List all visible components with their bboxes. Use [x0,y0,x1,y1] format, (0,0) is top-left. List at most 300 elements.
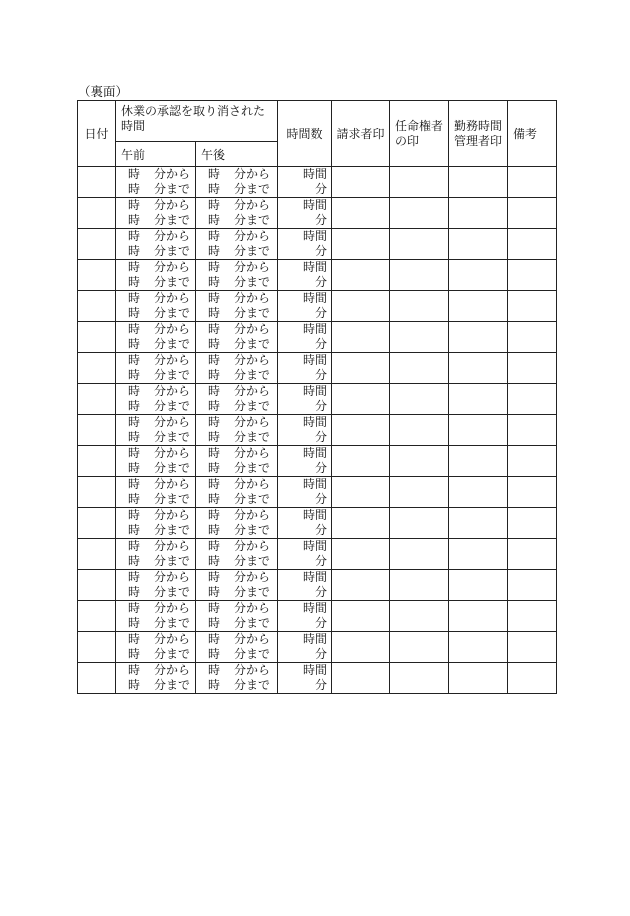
hours-unit-label: 時間 [303,353,328,367]
from-minute-label: 分から [234,508,271,522]
header-hours: 時間数 [278,101,332,167]
am-time-cell[interactable] [116,601,196,632]
remarks-cell[interactable] [508,229,557,260]
hour-unit-label: 時 [208,229,221,243]
appointer-seal-cell[interactable] [390,477,449,508]
am-time-cell[interactable] [116,198,196,229]
requester-seal-cell[interactable] [332,322,390,353]
table-row [78,353,557,384]
from-minute-label: 分から [154,353,191,367]
hours-cell[interactable] [278,167,332,198]
until-minute-label: 分まで [234,399,271,413]
until-minute-label: 分まで [234,461,271,475]
until-minute-label: 分まで [234,368,271,382]
table-row [78,663,557,694]
hours-unit-label: 時間 [303,570,328,584]
hour-unit-label: 時 [208,353,221,367]
hours-unit-label: 時間 [303,260,328,274]
requester-seal-cell[interactable] [332,446,390,477]
hour-unit-label: 時 [208,523,221,537]
hour-unit-label: 時 [208,399,221,413]
table-row [78,415,557,446]
hour-unit-label: 時 [208,678,221,692]
hours-unit-label: 時間 [303,663,328,677]
minutes-unit-label: 分 [315,368,328,382]
hour-unit-label: 時 [208,508,221,522]
appointer-seal-cell[interactable] [390,601,449,632]
hour-unit-label: 時 [128,353,141,367]
hour-unit-label: 時 [208,260,221,274]
hours-unit-label: 時間 [303,384,328,398]
date-cell[interactable] [78,415,116,446]
appointer-seal-cell[interactable] [390,198,449,229]
requester-seal-cell[interactable] [332,229,390,260]
hours-unit-label: 時間 [303,632,328,646]
hour-unit-label: 時 [208,570,221,584]
remarks-cell[interactable] [508,198,557,229]
from-minute-label: 分から [234,229,271,243]
minutes-unit-label: 分 [315,523,328,537]
requester-seal-cell[interactable] [332,570,390,601]
hours-cell[interactable] [278,198,332,229]
date-cell[interactable] [78,198,116,229]
requester-seal-cell[interactable] [332,353,390,384]
hour-unit-label: 時 [208,446,221,460]
hour-unit-label: 時 [128,384,141,398]
hour-unit-label: 時 [128,291,141,305]
manager-seal-cell[interactable] [449,477,508,508]
remarks-cell[interactable] [508,384,557,415]
requester-seal-cell[interactable] [332,384,390,415]
am-time-cell[interactable] [116,229,196,260]
date-cell[interactable] [78,353,116,384]
hour-unit-label: 時 [128,306,141,320]
hour-unit-label: 時 [128,632,141,646]
from-minute-label: 分から [234,632,271,646]
header-am: 午前 [116,142,196,167]
remarks-cell[interactable] [508,663,557,694]
header-appointer-seal: 任命権者の印 [390,101,449,167]
hour-unit-label: 時 [208,585,221,599]
hour-unit-label: 時 [128,244,141,258]
pm-time-cell[interactable] [196,322,278,353]
hour-unit-label: 時 [128,446,141,460]
hour-unit-label: 時 [128,492,141,506]
hour-unit-label: 時 [208,663,221,677]
hour-unit-label: 時 [128,523,141,537]
manager-seal-cell[interactable] [449,601,508,632]
manager-seal-cell[interactable] [449,353,508,384]
until-minute-label: 分まで [234,585,271,599]
until-minute-label: 分まで [154,461,191,475]
hour-unit-label: 時 [208,244,221,258]
manager-seal-cell[interactable] [449,632,508,663]
requester-seal-cell[interactable] [332,663,390,694]
table-row [78,477,557,508]
from-minute-label: 分から [154,570,191,584]
remarks-cell[interactable] [508,508,557,539]
from-minute-label: 分から [234,601,271,615]
until-minute-label: 分まで [234,492,271,506]
pm-time-cell[interactable] [196,446,278,477]
date-cell[interactable] [78,477,116,508]
manager-seal-cell[interactable] [449,570,508,601]
until-minute-label: 分まで [234,678,271,692]
manager-seal-cell[interactable] [449,663,508,694]
hour-unit-label: 時 [208,368,221,382]
hour-unit-label: 時 [208,198,221,212]
remarks-cell[interactable] [508,260,557,291]
until-minute-label: 分まで [234,244,271,258]
pm-time-cell[interactable] [196,167,278,198]
from-minute-label: 分から [234,384,271,398]
from-minute-label: 分から [234,570,271,584]
minutes-unit-label: 分 [315,244,328,258]
page-caption: （裏面） [78,84,129,99]
hour-unit-label: 時 [128,213,141,227]
until-minute-label: 分まで [154,182,191,196]
table-row [78,601,557,632]
hour-unit-label: 時 [128,167,141,181]
hour-unit-label: 時 [128,322,141,336]
minutes-unit-label: 分 [315,399,328,413]
manager-seal-cell[interactable] [449,198,508,229]
minutes-unit-label: 分 [315,585,328,599]
hour-unit-label: 時 [208,384,221,398]
hours-cell[interactable] [278,415,332,446]
am-time-cell[interactable] [116,477,196,508]
remarks-cell[interactable] [508,601,557,632]
from-minute-label: 分から [154,508,191,522]
appointer-seal-cell[interactable] [390,353,449,384]
appointer-seal-cell[interactable] [390,632,449,663]
appointer-seal-cell[interactable] [390,229,449,260]
appointer-seal-cell[interactable] [390,167,449,198]
header-requester-seal: 請求者印 [332,101,390,167]
appointer-seal-cell[interactable] [390,539,449,570]
from-minute-label: 分から [154,601,191,615]
until-minute-label: 分まで [154,554,191,568]
date-cell[interactable] [78,322,116,353]
from-minute-label: 分から [234,291,271,305]
remarks-cell[interactable] [508,570,557,601]
date-cell[interactable] [78,632,116,663]
remarks-cell[interactable] [508,415,557,446]
pm-time-cell[interactable] [196,539,278,570]
remarks-cell[interactable] [508,477,557,508]
requester-seal-cell[interactable] [332,198,390,229]
hour-unit-label: 時 [128,647,141,661]
date-cell[interactable] [78,601,116,632]
manager-seal-cell[interactable] [449,229,508,260]
until-minute-label: 分まで [154,492,191,506]
manager-seal-cell[interactable] [449,167,508,198]
hours-cell[interactable] [278,353,332,384]
appointer-seal-cell[interactable] [390,260,449,291]
until-minute-label: 分まで [154,585,191,599]
date-cell[interactable] [78,508,116,539]
pm-time-cell[interactable] [196,415,278,446]
manager-seal-cell[interactable] [449,508,508,539]
am-time-cell[interactable] [116,570,196,601]
remarks-cell[interactable] [508,539,557,570]
until-minute-label: 分まで [154,368,191,382]
table-row [78,632,557,663]
hours-unit-label: 時間 [303,539,328,553]
from-minute-label: 分から [234,539,271,553]
hour-unit-label: 時 [128,508,141,522]
cancellation-record-table [77,100,557,694]
hours-cell[interactable] [278,260,332,291]
requester-seal-cell[interactable] [332,291,390,322]
pm-time-cell[interactable] [196,663,278,694]
until-minute-label: 分まで [234,306,271,320]
am-time-cell[interactable] [116,508,196,539]
minutes-unit-label: 分 [315,461,328,475]
from-minute-label: 分から [154,167,191,181]
table-row [78,322,557,353]
until-minute-label: 分まで [154,399,191,413]
pm-time-cell[interactable] [196,229,278,260]
until-minute-label: 分まで [234,616,271,630]
hours-cell[interactable] [278,601,332,632]
until-minute-label: 分まで [154,430,191,444]
from-minute-label: 分から [154,477,191,491]
requester-seal-cell[interactable] [332,632,390,663]
hours-cell[interactable] [278,570,332,601]
hours-cell[interactable] [278,663,332,694]
from-minute-label: 分から [154,229,191,243]
manager-seal-cell[interactable] [449,446,508,477]
minutes-unit-label: 分 [315,430,328,444]
hours-unit-label: 時間 [303,167,328,181]
until-minute-label: 分まで [234,554,271,568]
hour-unit-label: 時 [128,554,141,568]
manager-seal-cell[interactable] [449,322,508,353]
hour-unit-label: 時 [208,306,221,320]
date-cell[interactable] [78,167,116,198]
pm-time-cell[interactable] [196,353,278,384]
am-time-cell[interactable] [116,415,196,446]
pm-time-cell[interactable] [196,384,278,415]
requester-seal-cell[interactable] [332,415,390,446]
appointer-seal-cell[interactable] [390,384,449,415]
appointer-seal-cell[interactable] [390,663,449,694]
requester-seal-cell[interactable] [332,601,390,632]
header-cancelled-time: 休業の承認を取り消された時間 [116,101,278,142]
hours-cell[interactable] [278,322,332,353]
from-minute-label: 分から [234,663,271,677]
hours-cell[interactable] [278,539,332,570]
hour-unit-label: 時 [128,601,141,615]
hours-cell[interactable] [278,446,332,477]
hour-unit-label: 時 [208,477,221,491]
hour-unit-label: 時 [128,368,141,382]
am-time-cell[interactable] [116,353,196,384]
manager-seal-cell[interactable] [449,260,508,291]
from-minute-label: 分から [234,198,271,212]
from-minute-label: 分から [154,260,191,274]
hour-unit-label: 時 [208,539,221,553]
from-minute-label: 分から [154,198,191,212]
until-minute-label: 分まで [234,337,271,351]
hours-unit-label: 時間 [303,601,328,615]
hours-cell[interactable] [278,477,332,508]
appointer-seal-cell[interactable] [390,508,449,539]
pm-time-cell[interactable] [196,508,278,539]
am-time-cell[interactable] [116,291,196,322]
appointer-seal-cell[interactable] [390,446,449,477]
pm-time-cell[interactable] [196,291,278,322]
minutes-unit-label: 分 [315,647,328,661]
hour-unit-label: 時 [128,198,141,212]
until-minute-label: 分まで [234,275,271,289]
remarks-cell[interactable] [508,167,557,198]
table-row [78,260,557,291]
am-time-cell[interactable] [116,260,196,291]
appointer-seal-cell[interactable] [390,570,449,601]
until-minute-label: 分まで [234,182,271,196]
remarks-cell[interactable] [508,632,557,663]
from-minute-label: 分から [154,632,191,646]
remarks-cell[interactable] [508,291,557,322]
hour-unit-label: 時 [208,430,221,444]
hour-unit-label: 時 [208,601,221,615]
pm-time-cell[interactable] [196,601,278,632]
hour-unit-label: 時 [208,415,221,429]
hour-unit-label: 時 [208,647,221,661]
from-minute-label: 分から [154,539,191,553]
appointer-seal-cell[interactable] [390,415,449,446]
am-time-cell[interactable] [116,539,196,570]
remarks-cell[interactable] [508,322,557,353]
hours-unit-label: 時間 [303,477,328,491]
remarks-cell[interactable] [508,446,557,477]
requester-seal-cell[interactable] [332,508,390,539]
hours-unit-label: 時間 [303,291,328,305]
hours-cell[interactable] [278,291,332,322]
hour-unit-label: 時 [128,477,141,491]
pm-time-cell[interactable] [196,632,278,663]
minutes-unit-label: 分 [315,492,328,506]
date-cell[interactable] [78,229,116,260]
am-time-cell[interactable] [116,322,196,353]
hour-unit-label: 時 [208,291,221,305]
requester-seal-cell[interactable] [332,477,390,508]
manager-seal-cell[interactable] [449,539,508,570]
until-minute-label: 分まで [234,430,271,444]
am-time-cell[interactable] [116,663,196,694]
date-cell[interactable] [78,570,116,601]
until-minute-label: 分まで [154,678,191,692]
hours-unit-label: 時間 [303,322,328,336]
am-time-cell[interactable] [116,167,196,198]
am-time-cell[interactable] [116,384,196,415]
hour-unit-label: 時 [128,678,141,692]
minutes-unit-label: 分 [315,275,328,289]
am-time-cell[interactable] [116,632,196,663]
minutes-unit-label: 分 [315,554,328,568]
requester-seal-cell[interactable] [332,167,390,198]
manager-seal-cell[interactable] [449,415,508,446]
pm-time-cell[interactable] [196,198,278,229]
date-cell[interactable] [78,663,116,694]
table-row [78,229,557,260]
from-minute-label: 分から [154,322,191,336]
hours-cell[interactable] [278,384,332,415]
until-minute-label: 分まで [154,244,191,258]
until-minute-label: 分まで [154,306,191,320]
remarks-cell[interactable] [508,353,557,384]
hour-unit-label: 時 [208,337,221,351]
manager-seal-cell[interactable] [449,384,508,415]
from-minute-label: 分から [234,415,271,429]
hours-cell[interactable] [278,632,332,663]
table-row [78,508,557,539]
pm-time-cell[interactable] [196,570,278,601]
table-row [78,198,557,229]
minutes-unit-label: 分 [315,337,328,351]
hour-unit-label: 時 [128,399,141,413]
from-minute-label: 分から [234,260,271,274]
header-date: 日付 [78,101,116,167]
header-remarks: 備考 [508,101,557,167]
requester-seal-cell[interactable] [332,260,390,291]
appointer-seal-cell[interactable] [390,322,449,353]
hour-unit-label: 時 [128,616,141,630]
until-minute-label: 分まで [234,523,271,537]
manager-seal-cell[interactable] [449,291,508,322]
hours-unit-label: 時間 [303,229,328,243]
from-minute-label: 分から [234,477,271,491]
hours-unit-label: 時間 [303,508,328,522]
hour-unit-label: 時 [128,337,141,351]
date-cell[interactable] [78,539,116,570]
pm-time-cell[interactable] [196,260,278,291]
header-manager-seal: 勤務時間管理者印 [449,101,508,167]
hour-unit-label: 時 [128,430,141,444]
minutes-unit-label: 分 [315,213,328,227]
date-cell[interactable] [78,291,116,322]
date-cell[interactable] [78,446,116,477]
hour-unit-label: 時 [128,663,141,677]
table-row [78,570,557,601]
hour-unit-label: 時 [128,260,141,274]
pm-time-cell[interactable] [196,477,278,508]
from-minute-label: 分から [154,291,191,305]
minutes-unit-label: 分 [315,678,328,692]
requester-seal-cell[interactable] [332,539,390,570]
date-cell[interactable] [78,260,116,291]
table-row [78,446,557,477]
from-minute-label: 分から [154,384,191,398]
table-row [78,291,557,322]
hour-unit-label: 時 [208,167,221,181]
am-time-cell[interactable] [116,446,196,477]
until-minute-label: 分まで [234,213,271,227]
date-cell[interactable] [78,384,116,415]
until-minute-label: 分まで [154,213,191,227]
table-row [78,384,557,415]
appointer-seal-cell[interactable] [390,291,449,322]
minutes-unit-label: 分 [315,616,328,630]
hours-cell[interactable] [278,508,332,539]
header-pm: 午後 [196,142,278,167]
until-minute-label: 分まで [154,337,191,351]
from-minute-label: 分から [234,167,271,181]
hours-cell[interactable] [278,229,332,260]
until-minute-label: 分まで [154,275,191,289]
